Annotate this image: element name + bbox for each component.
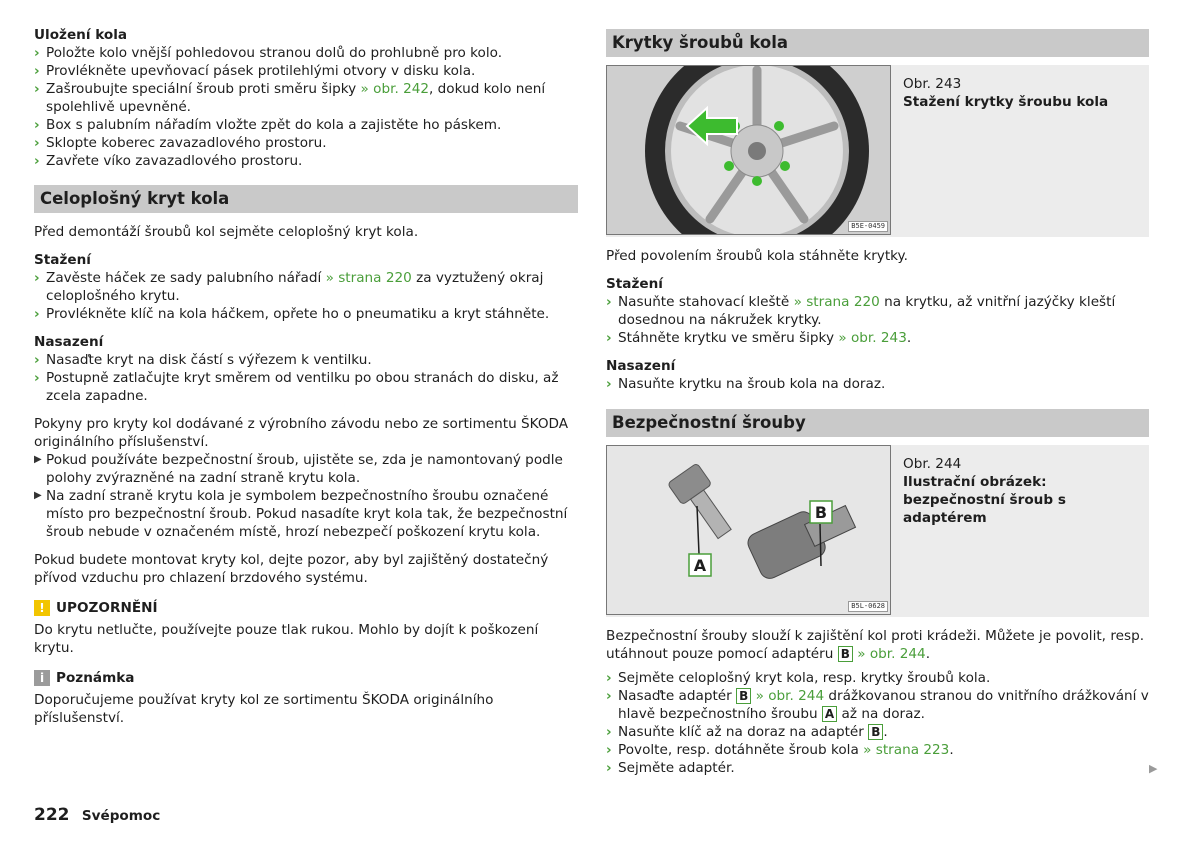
figure-number: Obr. 243 <box>903 76 962 92</box>
step-arrow-icon: › <box>34 45 40 61</box>
step-arrow-icon: › <box>606 742 612 758</box>
image-code: B5L-0628 <box>848 601 888 612</box>
step-item: › Postupně zatlačujte kryt směrem od ventilku po obou stranách do disku, až zcela zapadne. <box>34 370 559 404</box>
warning-text: Do krytu netlučte, používejte pouze tlak rukou. Mohlo by dojít k poškození krytu. <box>34 622 539 656</box>
step-arrow-icon: › <box>606 330 612 346</box>
figure-243 <box>606 65 1149 237</box>
step-item: › Zavěste háček ze sady palubního nářadí » strana 220 za vyztužený okraj celoplošného krytu. <box>34 270 544 304</box>
step-arrow-icon: › <box>34 270 40 286</box>
step-arrow-icon: › <box>34 117 40 133</box>
step-item: › Nasaďte kryt na disk částí s výřezem k ventilku. <box>34 352 372 368</box>
label-b-box: B <box>838 646 853 662</box>
bullet-item: ▶ Pokud používáte bezpečnostní šroub, ujistěte se, zda je namontovaný podle polohy zvýrazněné na zadní straně krytu kola. <box>34 452 563 486</box>
page-link[interactable]: » strana 220 <box>325 270 412 286</box>
figure-244 <box>606 445 1149 617</box>
figure-title: Stažení krytky šroubu kola <box>903 94 1109 110</box>
step-arrow-icon: › <box>34 370 40 386</box>
page-footer <box>34 806 160 825</box>
step-item: › Sejměte adaptér. <box>606 760 735 776</box>
security-bolt-image <box>606 445 891 615</box>
figure-link[interactable]: » obr. 244 <box>755 688 825 704</box>
section-title-ulozeni: Uložení kola <box>34 27 128 43</box>
bolt-adapter-illustration <box>607 446 891 615</box>
paragraph: Pokud budete montovat kryty kol, dejte pozor, aby byl zajištěný dostatečný přívod vzduchu pro chlazení brzdového systému. <box>34 552 549 586</box>
step-arrow-icon: › <box>606 688 612 704</box>
figure-caption <box>891 65 1143 237</box>
step-arrow-icon: › <box>34 153 40 169</box>
figure-caption <box>891 445 1143 617</box>
page-number: 222 <box>34 805 70 825</box>
paragraph: Před demontáží šroubů kol sejměte celoplošný kryt kola. <box>34 224 419 240</box>
step-item: › Stáhněte krytku ve směru šipky » obr. 243. <box>606 330 912 346</box>
figure-title: Ilustrační obrázek: bezpečnostní šroub s adaptérem <box>903 474 1066 526</box>
step-arrow-icon: › <box>606 724 612 740</box>
step-arrow-icon: › <box>34 63 40 79</box>
warning-box <box>34 599 578 657</box>
page-link[interactable]: » strana 220 <box>793 294 880 310</box>
step-item: › Zavřete víko zavazadlového prostoru. <box>34 153 303 169</box>
warning-title: UPOZORNĚNÍ <box>56 600 158 616</box>
warning-icon: ! <box>34 600 50 616</box>
note-box <box>34 669 578 727</box>
figure-number: Obr. 244 <box>903 456 962 472</box>
info-icon: i <box>34 670 50 686</box>
right-column <box>606 29 1149 777</box>
step-arrow-icon: › <box>34 352 40 368</box>
wheel-illustration <box>607 66 891 235</box>
step-item: › Sklopte koberec zavazadlového prostoru. <box>34 135 327 151</box>
bullet-item: ▶ Na zadní straně krytu kola je symbolem bezpečnostního šroubu označené místo pro bezpečnostní šroub. Pokud nasadíte kryt kola tak, že bezpečnostní šroub nebude v označeném místě, hrozí nebezpečí poškození krytu kola. <box>34 488 568 540</box>
subheading-stazeni: Stažení <box>606 276 663 292</box>
step-arrow-icon: › <box>34 135 40 151</box>
note-title: Poznámka <box>56 670 135 686</box>
step-arrow-icon: › <box>606 760 612 776</box>
section-heading-krytky: Krytky šroubů kola <box>606 29 1149 57</box>
label-a-box: A <box>822 706 837 722</box>
paragraph: Pokyny pro kryty kol dodávané z výrobního závodu nebo ze sortimentu ŠKODA originálního příslušenství. <box>34 416 569 450</box>
figure-link[interactable]: » obr. 242 <box>360 81 430 97</box>
page-link[interactable]: » strana 223 <box>863 742 950 758</box>
image-code: B5E-0459 <box>848 221 888 232</box>
bullet-triangle-icon: ▶ <box>34 490 42 501</box>
figure-link[interactable]: » obr. 243 <box>838 330 907 346</box>
step-arrow-icon: › <box>606 670 612 686</box>
subheading-nasazeni: Nasazení <box>606 358 676 374</box>
step-item: › Nasuňte klíč až na doraz na adaptér B . <box>606 724 888 740</box>
section-heading-bezp: Bezpečnostní šrouby <box>606 409 1149 437</box>
step-arrow-icon: › <box>606 294 612 310</box>
bullet-triangle-icon: ▶ <box>34 454 42 465</box>
chapter-name: Svépomoc <box>81 808 161 824</box>
continue-arrow-icon: ▶ <box>1149 762 1158 775</box>
left-column <box>34 26 578 727</box>
step-item: › Zašroubujte speciální šroub proti směru šipky » obr. 242, dokud kolo není spolehlivě upevněné. <box>34 81 546 115</box>
figure-link[interactable]: » obr. 244 <box>857 646 926 662</box>
step-item: › Provlékněte klíč na kola háčkem, opřete ho o pneumatiku a kryt stáhněte. <box>34 306 550 322</box>
step-arrow-icon: › <box>606 376 612 392</box>
paragraph: Před povolením šroubů kola stáhněte krytky. <box>606 248 908 264</box>
step-item: › Povolte, resp. dotáhněte šroub kola » strana 223. <box>606 742 954 758</box>
label-a: A <box>693 556 707 575</box>
label-b-box: B <box>868 724 883 740</box>
section-heading-kryt: Celoplošný kryt kola <box>34 185 578 213</box>
step-arrow-icon: › <box>34 306 40 322</box>
step-item: › Sejměte celoplošný kryt kola, resp. krytky šroubů kola. <box>606 670 991 686</box>
wheel-bolt-cap-image <box>606 65 891 235</box>
step-item: › Nasaďte adaptér B » obr. 244 drážkovanou stranou do vnitřního drážkování v hlavě bezpečnostního šroubu A až na doraz. <box>606 688 1149 722</box>
subheading-stazeni: Stažení <box>34 252 91 268</box>
step-item: › Nasuňte stahovací kleště » strana 220 na krytku, až vnitřní jazýčky kleští dosednou na nákružek krytky. <box>606 294 1116 328</box>
paragraph: Bezpečnostní šrouby slouží k zajištění kol proti krádeži. Můžete je povolit, resp. utáhnout pouze pomocí adaptéru B » obr. 244. <box>606 628 1145 662</box>
step-item: › Nasuňte krytku na šroub kola na doraz. <box>606 376 886 392</box>
step-item: › Provlékněte upevňovací pásek protilehlými otvory v disku kola. <box>34 63 476 79</box>
subheading-nasazeni: Nasazení <box>34 334 104 350</box>
step-item: › Box s palubním nářadím vložte zpět do kola a zajistěte ho páskem. <box>34 117 502 133</box>
note-text: Doporučujeme používat kryty kol ze sortimentu ŠKODA originálního příslušenství. <box>34 692 494 726</box>
label-b-box: B <box>736 688 751 704</box>
step-arrow-icon: › <box>34 81 40 97</box>
label-b: B <box>814 503 828 522</box>
step-item: › Položte kolo vnější pohledovou stranou dolů do prohlubně pro kolo. <box>34 45 503 61</box>
